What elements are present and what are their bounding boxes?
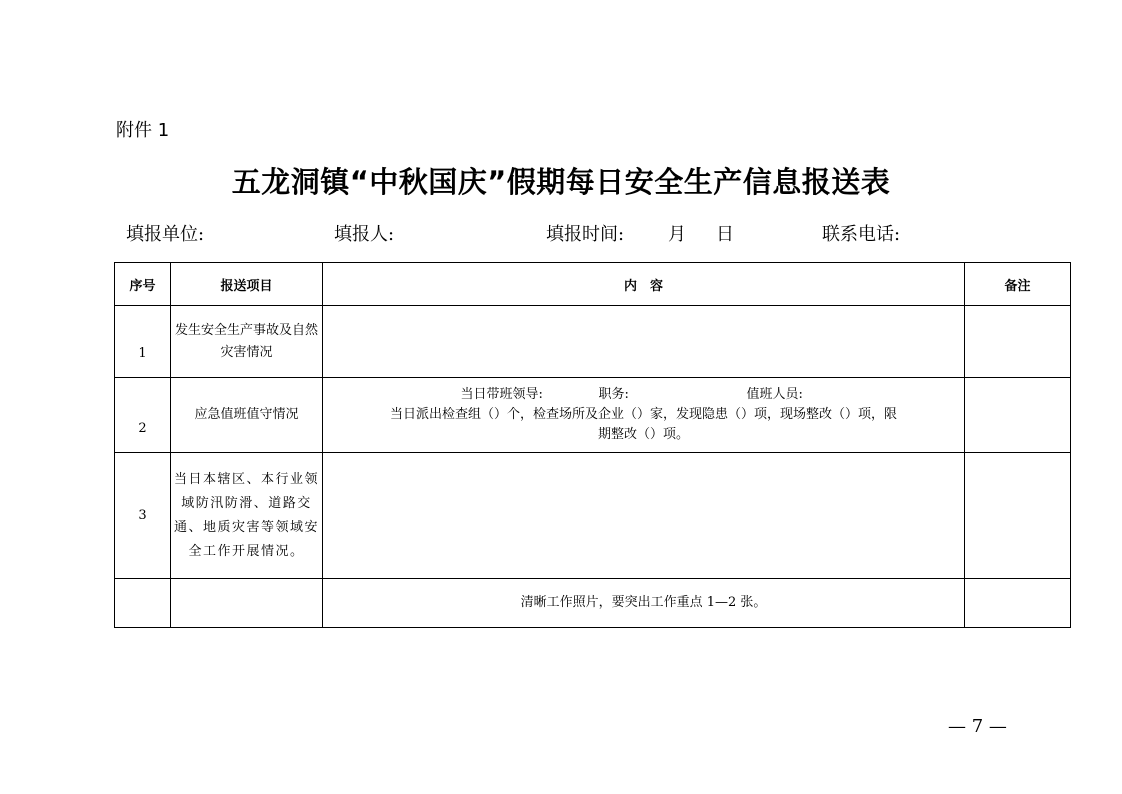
page-number: — 7 — [948,716,1007,737]
row-item-line: 通、地质灾害等领域安 [173,519,319,535]
row-item-line: 当日本辖区、本行业领 [173,471,319,487]
field-time-label: 填报时间: [546,224,625,245]
row-item-line: 灾害情况 [220,344,273,360]
duty-position-label: 职务: [598,387,629,402]
field-reporter-label: 填报人: [334,224,395,245]
header-item: 报送项目 [171,263,323,306]
row-item-line: 域防汛防滑、道路交 [181,495,312,511]
row-note-cell[interactable] [965,306,1071,378]
table-row [115,453,1071,579]
field-unit-label: 填报单位: [126,224,205,245]
header-content: 内 容 [323,263,965,306]
header-note: 备注 [965,263,1071,306]
table-header-row [115,263,1071,306]
row-seq: 3 [115,453,171,579]
row-item [171,579,323,628]
row-seq: 1 [115,306,171,378]
row-seq: 2 [115,378,171,453]
row-content-cell[interactable] [323,378,965,453]
inspection-line: 期整改（）项。 [597,427,689,442]
header-seq: 序号 [115,263,171,306]
attachment-label: 附件 1 [116,120,170,141]
field-day-label: 日 [716,224,734,245]
table-row [115,579,1071,628]
row-note-cell[interactable] [965,378,1071,453]
row-item-line: 发生安全生产事故及自然 [174,322,318,338]
row-item-line: 全工作开展情况。 [188,543,305,559]
table-row [115,306,1071,378]
duty-line [323,385,964,405]
row-seq [115,579,171,628]
row-item: 应急值班值守情况 [171,378,323,453]
inspection-line: 当日派出检查组（）个，检查场所及企业（）家，发现隐患（）项，现场整改（）项，限 [389,407,897,422]
row-content-cell[interactable] [323,306,965,378]
table-row [115,378,1071,453]
duty-leader-label: 当日带班领导: [460,387,543,402]
field-phone-label: 联系电话: [822,224,901,245]
report-table [114,262,1071,628]
row-item [171,306,323,378]
duty-staff-label: 值班人员: [746,387,803,402]
field-month-label: 月 [668,224,686,245]
row-content-cell[interactable] [323,453,965,579]
row-note-cell[interactable] [965,579,1071,628]
photo-requirement: 清晰工作照片，要突出工作重点 1—2 张。 [323,579,965,628]
row-item [171,453,323,579]
page-title: 五龙洞镇“中秋国庆”假期每日安全生产信息报送表 [231,165,891,199]
row-note-cell[interactable] [965,453,1071,579]
